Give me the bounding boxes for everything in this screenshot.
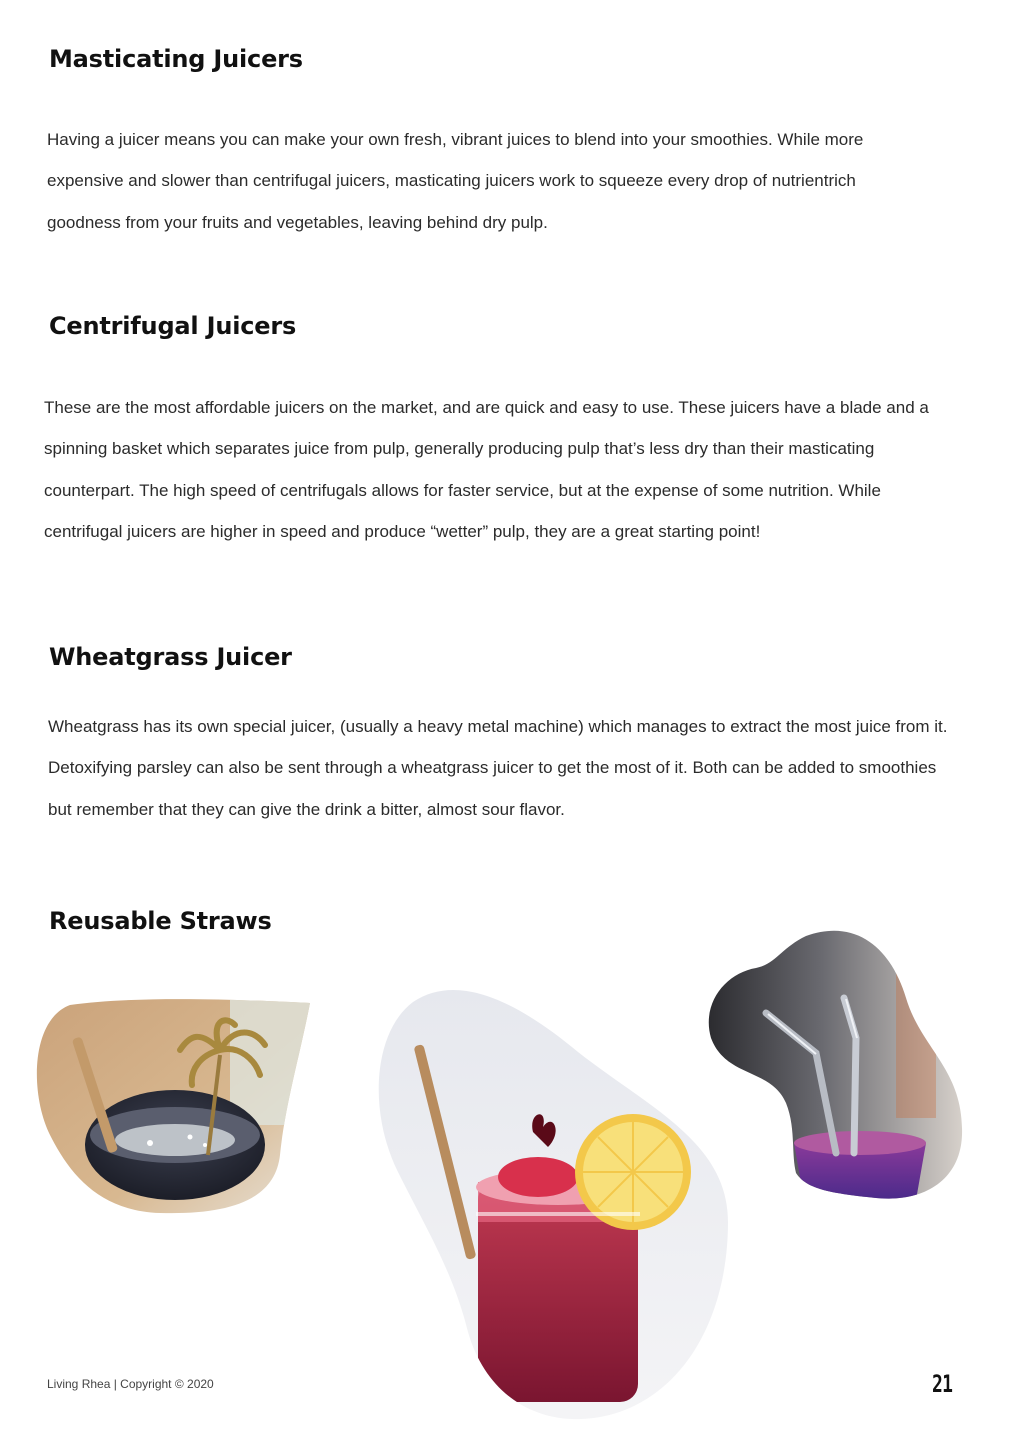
- purple-drink-metal-straws-photo: [706, 928, 964, 1203]
- paragraph-masticating-juicers: Having a juicer means you can make your own fresh, vibrant juices to blend into your smoothies. While more expensive and slower than centrifugal juicers, masticating juicers work to squeeze every drop of nutrientrich goodness from your fruits and vegetables, leaving behind dry pulp.: [47, 130, 864, 232]
- heading-wheatgrass-juicer: Wheatgrass Juicer: [49, 643, 292, 671]
- coconut-smoothie-bamboo-straw-photo: [30, 995, 315, 1220]
- page-number: 21: [932, 1370, 953, 1398]
- heading-masticating-juicers: Masticating Juicers: [49, 45, 303, 73]
- heading-reusable-straws: Reusable Straws: [49, 907, 272, 935]
- footer-copyright: Living Rhea | Copyright © 2020: [47, 1377, 214, 1391]
- paragraph-wheatgrass-juicer: Wheatgrass has its own special juicer, (usually a heavy metal machine) which manages to extract the most juice from it. Detoxifying parsley can also be sent through a wheatgrass juicer to get the most of it. Both can be added to smoothies but remember that they can give the drink a bitter, almost sour flavor.: [48, 717, 948, 819]
- heading-centrifugal-juicers: Centrifugal Juicers: [49, 312, 297, 340]
- paragraph-centrifugal-juicers: These are the most affordable juicers on the market, and are quick and easy to use. These juicers have a blade and a spinning basket which separates juice from pulp, generally producing pulp that’s less dry than their masticating counterpart. The high speed of centrifugals allows for faster service, but at the expense of some nutrition. While centrifugal juicers are higher in speed and produce “wetter” pulp, they are a great starting point!: [44, 398, 929, 541]
- berry-lemon-drink-bamboo-straw-photo: [368, 982, 733, 1422]
